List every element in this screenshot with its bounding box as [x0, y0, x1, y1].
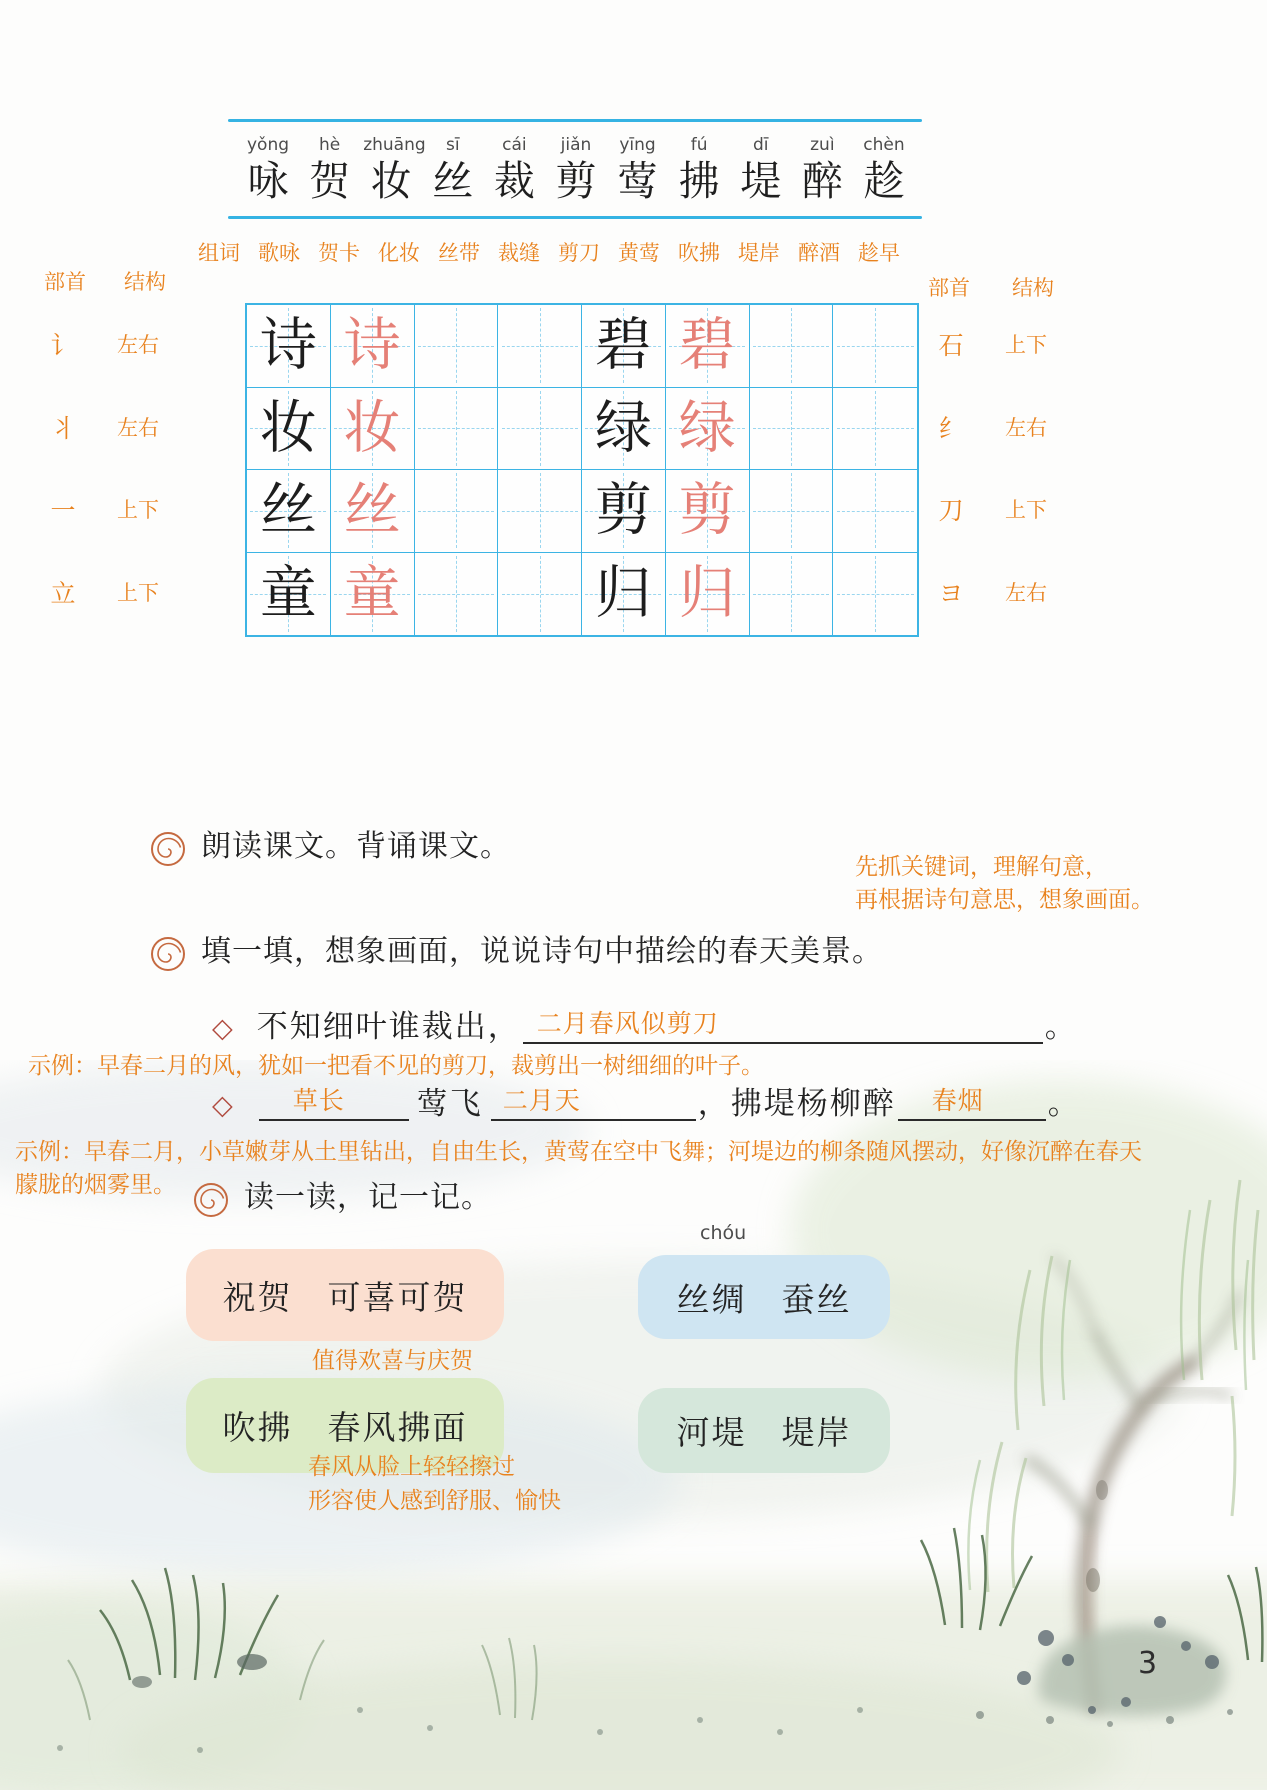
fill-2-blank-3[interactable] [898, 1086, 1046, 1121]
radical-label: 丬 [50, 413, 76, 443]
fill-2-period: 。 [1047, 1086, 1081, 1122]
pinyin-chou: chóu [700, 1222, 747, 1244]
word-group-item: 醉酒 [798, 241, 840, 265]
word-group-item: 黄莺 [618, 241, 660, 265]
new-character-column [856, 132, 912, 205]
writing-grid-cell [498, 470, 582, 553]
trace-character: 丝 [343, 477, 401, 544]
right-structure-header: 结构 [1012, 276, 1054, 300]
writing-grid-cell [666, 470, 750, 553]
fill-1-period: 。 [1044, 1009, 1078, 1045]
hanzi-character: 贺 [309, 157, 351, 205]
hanzi-character: 裁 [493, 157, 535, 205]
fill-2-answer-1: 草长 [292, 1086, 345, 1115]
fill-2-answer-2: 二月天 [502, 1086, 581, 1115]
page-number: 3 [1138, 1646, 1158, 1681]
fill-2-text-2: ，拂堤杨柳醉 [697, 1086, 896, 1122]
radical-label: 石 [938, 331, 964, 361]
trace-character: 碧 [678, 312, 736, 379]
radical-structure-row [920, 468, 1080, 551]
fill-2-answer-3: 春烟 [931, 1086, 984, 1115]
writing-grid-cell [498, 305, 582, 388]
left-structure-header: 结构 [124, 270, 166, 294]
writing-grid-cell [582, 305, 666, 388]
pinyin-label: cái [502, 135, 527, 155]
fill-2-blank-2[interactable] [491, 1086, 696, 1121]
writing-grid-cell [666, 305, 750, 388]
right-radical-header: 部首 [928, 276, 970, 300]
structure-label: 上下 [1005, 498, 1047, 523]
structure-label: 上下 [1005, 333, 1047, 358]
pinyin-label: hè [318, 135, 341, 155]
writing-grid-cell [331, 305, 415, 388]
writing-grid-cell [833, 470, 917, 553]
radical-structure-row [920, 303, 1080, 386]
new-characters-band [240, 132, 912, 205]
hanzi-character: 丝 [432, 157, 474, 205]
new-character-column [733, 132, 789, 205]
sample-answer-2-line-1: 示例：早春二月，小草嫩芽从土里钻出，自由生长，黄莺在空中飞舞；河堤边的柳条随风摆动，好像沉醉在春天 [15, 1139, 1142, 1165]
structure-label: 左右 [1005, 415, 1047, 440]
writing-grid-cell [582, 553, 666, 636]
word-box-chuifu-text: 吹拂 春风拂面 [222, 1408, 468, 1447]
spiral-bullet-icon [193, 1182, 229, 1218]
structure-label: 左右 [117, 415, 159, 440]
new-character-column [794, 132, 850, 205]
writing-grid-cell [415, 553, 499, 636]
pinyin-label: fú [690, 135, 708, 155]
pinyin-label: dī [752, 135, 769, 155]
word-group-item: 贺卡 [318, 241, 360, 265]
radical-structure-row [32, 551, 192, 634]
fill-line-2 [212, 1077, 1081, 1123]
pinyin-label: chèn [863, 135, 905, 155]
new-character-column [302, 132, 358, 205]
word-box-sichou-text: 丝绸 蚕丝 [676, 1279, 852, 1319]
sample-answer-1: 示例：早春二月的风，犹如一把看不见的剪刀，裁剪出一树细细的叶子。 [28, 1053, 764, 1079]
word-groups-label: 组词 [198, 241, 240, 265]
word-groups-list [258, 237, 900, 267]
spiral-bullet-icon [150, 831, 186, 867]
exercise-read-aloud [150, 829, 511, 867]
new-character-column [548, 132, 604, 205]
writing-grid-cell [833, 553, 917, 636]
writing-grid-cell [750, 470, 834, 553]
trace-character: 剪 [678, 477, 736, 544]
sample-answer-2-line-2: 朦胧的烟雾里。 [15, 1172, 176, 1198]
model-character: 碧 [594, 312, 652, 379]
model-character: 绿 [594, 394, 652, 461]
hanzi-character: 咏 [247, 157, 289, 205]
word-box-sichou [638, 1255, 890, 1339]
radical-label: 纟 [938, 413, 964, 443]
writing-grid-cell [331, 553, 415, 636]
radical-label: 讠 [50, 331, 76, 361]
word-box-zhuhe-text: 祝贺 可喜可贺 [222, 1277, 468, 1317]
new-character-column [240, 132, 296, 205]
pinyin-label: yīng [619, 135, 656, 155]
spiral-bullet-icon [150, 936, 186, 972]
structure-label: 上下 [117, 498, 159, 523]
fill-1-blank[interactable] [523, 1009, 1043, 1044]
trace-character: 归 [678, 560, 736, 627]
word-group-item: 吹拂 [678, 241, 720, 265]
fill-1-prefix: 不知细叶谁裁出， [256, 1009, 521, 1045]
hint-line-2: 再根据诗句意思，想象画面。 [855, 887, 1154, 914]
left-radical-header: 部首 [44, 270, 86, 294]
structure-label: 上下 [117, 580, 159, 605]
exercise-fill-in [150, 934, 883, 972]
divider-line-middle [228, 216, 922, 219]
radical-structure-row [920, 551, 1080, 634]
writing-grid-cell [498, 553, 582, 636]
writing-grid-cell [666, 553, 750, 636]
writing-grid-cell [582, 470, 666, 553]
writing-grid-cell [750, 305, 834, 388]
exercise-2-text: 填一填，想象画面，说说诗句中描绘的春天美景。 [201, 934, 883, 969]
hanzi-character: 莺 [617, 157, 659, 205]
radical-structure-row [920, 386, 1080, 469]
pinyin-label: yǒng [246, 135, 290, 155]
pinyin-label: zuì [810, 135, 835, 155]
pinyin-label: jiǎn [560, 135, 592, 155]
note-chuifu-line-2: 形容使人感到舒服、愉快 [308, 1488, 561, 1514]
word-group-item: 剪刀 [558, 241, 600, 265]
hanzi-character: 剪 [555, 157, 597, 205]
new-character-column [363, 132, 426, 205]
structure-label: 左右 [1005, 580, 1047, 605]
model-character: 童 [259, 560, 317, 627]
new-character-column [610, 132, 666, 205]
exercise-1-text: 朗读课文。背诵课文。 [201, 829, 511, 864]
character-writing-grid [245, 303, 919, 637]
radical-label: 刀 [938, 496, 964, 526]
word-box-hedi-text: 河堤 堤岸 [676, 1413, 852, 1452]
hint-note [855, 851, 1154, 918]
writing-grid-cell [415, 305, 499, 388]
word-group-item: 化妆 [378, 241, 420, 265]
fill-1-answer: 二月春风似剪刀 [536, 1009, 719, 1038]
writing-grid-cell [331, 388, 415, 471]
pinyin-label: sī [445, 135, 460, 155]
writing-grid-cell [666, 388, 750, 471]
fill-line-1 [212, 1000, 1078, 1046]
model-character: 妆 [259, 394, 317, 461]
radical-label: ヨ [938, 578, 964, 608]
word-group-item: 裁缝 [498, 241, 540, 265]
word-box-zhuhe [186, 1249, 504, 1341]
radical-structure-row [32, 303, 192, 386]
trace-character: 绿 [678, 394, 736, 461]
writing-grid-cell [247, 553, 331, 636]
writing-grid-cell [247, 388, 331, 471]
writing-grid-cell [415, 470, 499, 553]
trace-character: 妆 [343, 394, 401, 461]
left-radical-column [32, 303, 192, 633]
word-group-item: 歌咏 [258, 241, 300, 265]
radical-label: 一 [50, 496, 76, 526]
writing-grid-cell [582, 388, 666, 471]
diamond-bullet: ◇ [212, 1089, 235, 1121]
new-character-column [671, 132, 727, 205]
divider-line-top [228, 119, 922, 122]
word-group-item: 丝带 [438, 241, 480, 265]
exercise-read-remember [193, 1180, 492, 1218]
writing-grid-cell [247, 470, 331, 553]
model-character: 归 [594, 560, 652, 627]
hanzi-character: 妆 [370, 157, 412, 205]
structure-label: 左右 [117, 333, 159, 358]
word-group-item: 趁早 [858, 241, 900, 265]
writing-grid-cell [750, 553, 834, 636]
note-chuifu-line-1: 春风从脸上轻轻擦过 [308, 1454, 515, 1480]
trace-character: 童 [343, 560, 401, 627]
model-character: 剪 [594, 477, 652, 544]
writing-grid-cell [833, 305, 917, 388]
model-character: 诗 [259, 312, 317, 379]
hanzi-character: 醉 [801, 157, 843, 205]
diamond-bullet: ◇ [212, 1012, 235, 1044]
trace-character: 诗 [343, 312, 401, 379]
writing-grid-cell [833, 388, 917, 471]
note-zhuhe: 值得欢喜与庆贺 [312, 1348, 473, 1374]
radical-structure-row [32, 386, 192, 469]
writing-grid-cell [415, 388, 499, 471]
right-radical-column [920, 303, 1080, 633]
writing-grid-cell [247, 305, 331, 388]
writing-grid-cell [331, 470, 415, 553]
model-character: 丝 [259, 477, 317, 544]
writing-grid-cell [498, 388, 582, 471]
pinyin-label: zhuāng [363, 135, 426, 155]
hanzi-character: 堤 [740, 157, 782, 205]
word-groups-row [198, 237, 900, 267]
fill-2-text-1: 莺飞 [416, 1086, 483, 1122]
word-group-item: 堤岸 [738, 241, 780, 265]
writing-grid-cell [750, 388, 834, 471]
radical-structure-row [32, 468, 192, 551]
word-box-hedi [638, 1388, 890, 1473]
new-character-column [486, 132, 542, 205]
hanzi-character: 趁 [863, 157, 905, 205]
hint-line-1: 先抓关键词，理解句意， [855, 854, 1108, 880]
hanzi-character: 拂 [678, 157, 720, 205]
fill-2-blank-1[interactable] [259, 1086, 409, 1121]
exercise-3-text: 读一读，记一记。 [244, 1180, 492, 1215]
radical-label: 立 [50, 578, 76, 608]
new-character-column [425, 132, 481, 205]
